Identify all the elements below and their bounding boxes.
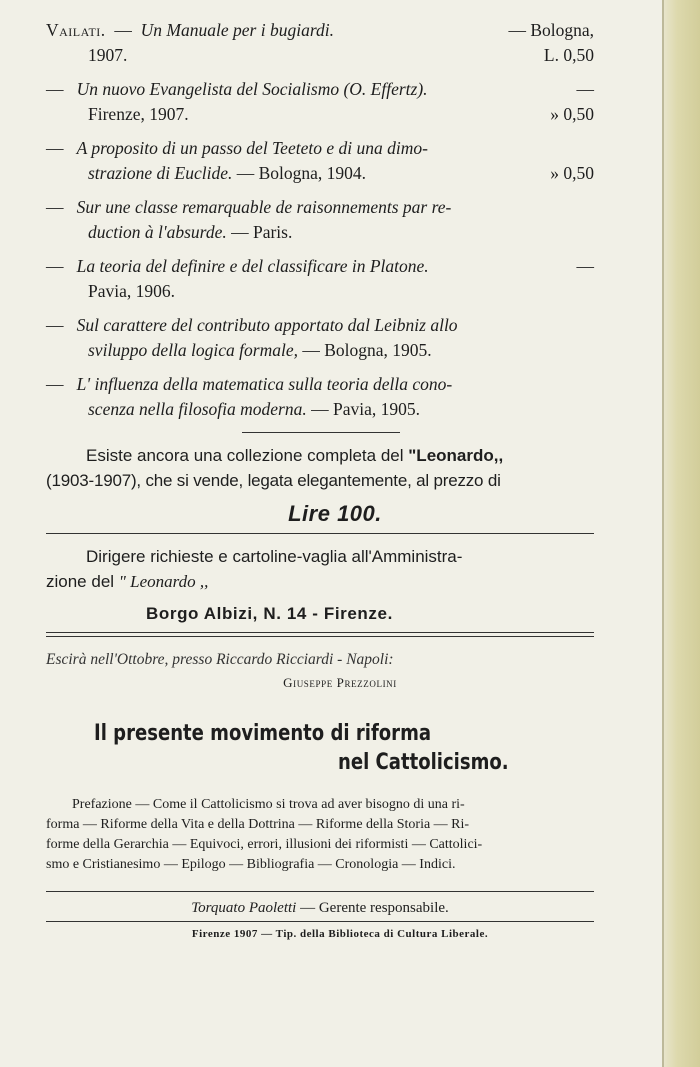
entry-title: A proposito di un passo del Teeteto e di una dimo-	[76, 138, 428, 158]
collection-notice	[46, 443, 594, 493]
entry-title: Un Manuale per i bugiardi.	[140, 20, 334, 40]
bibliography-entry	[46, 372, 594, 422]
entry-title: L' influenza della matematica sulla teoria della cono-	[76, 374, 453, 394]
entry-price: » 0,50	[550, 163, 594, 183]
entry-dash: —	[46, 374, 64, 394]
entry-title: Sur une classe remarquable de raisonnements par re-	[76, 197, 452, 217]
horizontal-rule	[46, 891, 594, 892]
entry-dash: —	[46, 197, 64, 217]
entry-line	[46, 220, 594, 245]
entry-title: Sul carattere del contributo apportato dal Leibniz allo	[76, 315, 458, 335]
book-title: nel Cattolicismo.	[338, 750, 509, 775]
entry-line	[46, 279, 594, 304]
book-author: Giuseppe Prezzolini	[283, 675, 397, 690]
entry-line	[46, 161, 594, 186]
contents-line: Prefazione — Come il Cattolicismo si trova ad aver bisogno di una ri-	[72, 797, 465, 812]
entry-title: La teoria del definire e del classificare in Platone.	[76, 256, 429, 276]
horizontal-rule	[46, 921, 594, 922]
entry-line	[46, 338, 594, 363]
entry-title: strazione di Euclide.	[88, 163, 233, 183]
collection-price: Lire 100.	[288, 501, 382, 526]
page-gutter-edge	[662, 0, 700, 1067]
entry-place: — Bologna,	[508, 20, 594, 40]
entry-title: duction à l'absurde.	[88, 222, 227, 242]
bibliography-entry	[46, 254, 594, 304]
page-content	[46, 18, 594, 940]
entry-line	[46, 195, 594, 220]
entry-place: Pavia, 1906.	[88, 281, 176, 301]
ordering-text: zione del	[46, 572, 119, 591]
entry-dash: —	[576, 79, 594, 99]
book-contents	[46, 795, 594, 875]
entry-line	[46, 18, 594, 43]
entry-place: — Bologna, 1904.	[236, 163, 367, 183]
entry-line	[46, 372, 594, 397]
publisher-address: Borgo Albizi, N. 14 - Firenze.	[146, 604, 393, 623]
bibliography-entry	[46, 195, 594, 245]
announcement-line: Escirà nell'Ottobre, presso Riccardo Ricciardi - Napoli:	[46, 651, 394, 668]
bibliography-list	[46, 18, 594, 422]
entry-dash: —	[46, 138, 64, 158]
entry-title: sviluppo della logica formale,	[88, 340, 298, 360]
horizontal-rule	[46, 533, 594, 534]
responsible-manager	[46, 900, 594, 917]
entry-dash: —	[114, 20, 132, 40]
entry-dash: —	[46, 79, 64, 99]
double-rule	[46, 632, 594, 637]
contents-line: forme della Gerarchia — Equivoci, errori, illusioni dei riformisti — Cattolici-	[46, 837, 483, 852]
entry-line	[46, 102, 594, 127]
entry-dash: —	[46, 256, 64, 276]
ordering-text: Dirigere richieste e cartoline-vaglia all'Amministra-	[86, 547, 463, 566]
entry-title: Un nuovo Evangelista del Socialismo (O. Effertz).	[76, 79, 428, 99]
entry-title: scenza nella filosofia moderna.	[88, 399, 307, 419]
entry-price: » 0,50	[550, 104, 594, 124]
entry-line	[46, 43, 594, 68]
bibliography-entry	[46, 313, 594, 363]
manager-role: — Gerente responsabile.	[296, 900, 449, 916]
ordering-notice	[46, 544, 594, 594]
bibliography-entry	[46, 136, 594, 186]
entry-place: — Paris.	[231, 222, 293, 242]
entry-line	[46, 77, 594, 102]
contents-line: smo e Cristianesimo — Epilogo — Bibliografia — Cronologia — Indici.	[46, 857, 456, 872]
contents-line: forma — Riforme della Vita e della Dottrina — Riforme della Storia — Ri-	[46, 817, 470, 832]
entry-price: L. 0,50	[543, 45, 594, 65]
entry-line	[46, 254, 594, 279]
printer-imprint: Firenze 1907 — Tip. della Biblioteca di Cultura Liberale.	[191, 928, 489, 940]
manager-name: Torquato Paoletti	[191, 900, 297, 916]
journal-name: "Leonardo,,	[408, 446, 504, 465]
section-divider	[242, 432, 400, 433]
journal-name: " Leonardo ,,	[118, 572, 209, 591]
collection-text: Esiste ancora una collezione completa del	[86, 446, 409, 465]
entry-place: — Pavia, 1905.	[311, 399, 420, 419]
entry-year: 1907.	[88, 45, 128, 65]
collection-text: (1903-1907), che si vende, legata elegantemente, al prezzo di	[46, 471, 501, 490]
entry-line	[46, 397, 594, 422]
book-title: Il presente movimento di riforma	[94, 721, 432, 746]
entry-line	[46, 136, 594, 161]
entry-author: Vailati.	[46, 20, 106, 40]
entry-dash: —	[46, 315, 64, 335]
entry-place: — Bologna, 1905.	[302, 340, 432, 360]
entry-dash: —	[576, 256, 594, 276]
bibliography-entry	[46, 77, 594, 127]
entry-line	[46, 313, 594, 338]
entry-place: Firenze, 1907.	[88, 104, 189, 124]
bibliography-entry	[46, 18, 594, 68]
